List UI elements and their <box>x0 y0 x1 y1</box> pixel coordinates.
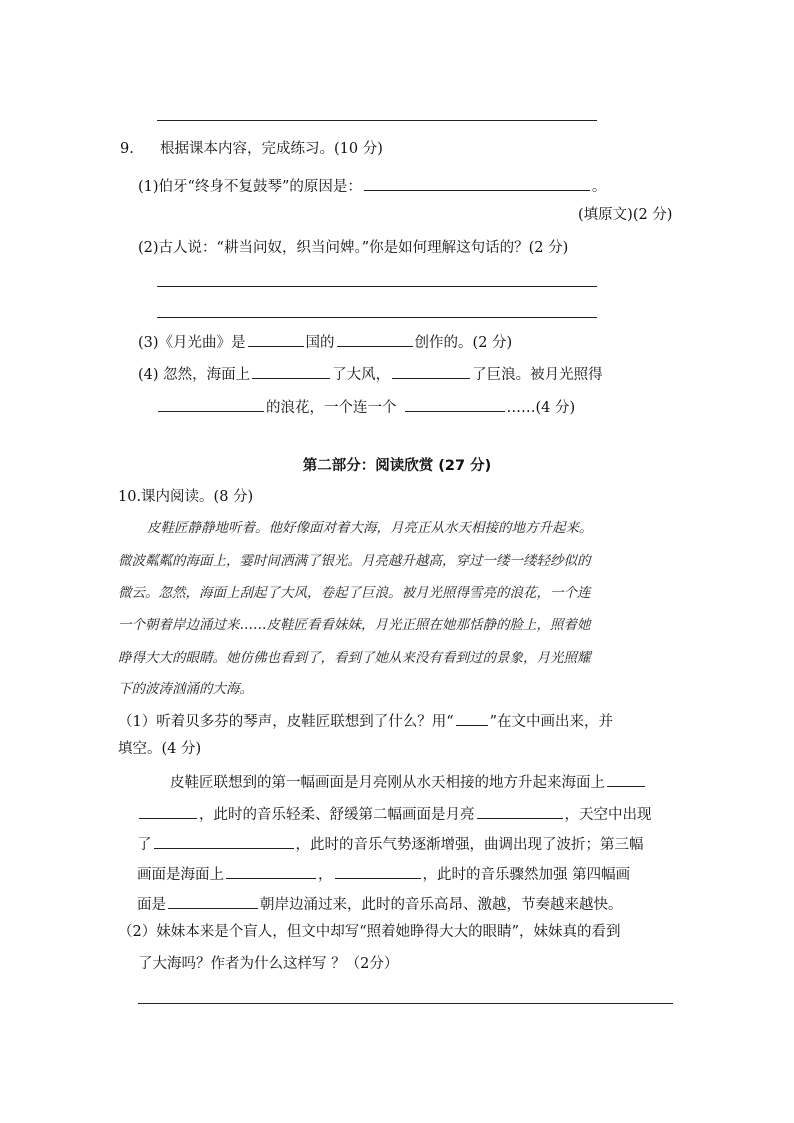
q9-sub4-line1 <box>138 364 603 384</box>
answer-blank[interactable] <box>248 332 304 347</box>
q9-sub3-a: (3)《月光曲》是 <box>138 335 246 351</box>
fill-l1-text: 皮鞋匠联想到的第一幅画面是月亮刚从水天相接的地方升起来海面上 <box>170 775 605 791</box>
fill-line-3 <box>137 834 644 854</box>
fill-l4-b: ， <box>318 867 333 883</box>
fill-l3-a: 了 <box>137 837 152 853</box>
fill-line-5 <box>137 894 623 914</box>
q9-sub4-e: ……(4 分) <box>506 400 576 416</box>
fill-line-1 <box>170 772 647 792</box>
passage-line: 微波粼粼的海面上，霎时间洒满了银光。月亮越升越高，穿过一缕一缕轻纱似的 <box>118 553 591 569</box>
fill-line-2 <box>137 804 652 824</box>
answer-blank[interactable] <box>168 894 258 909</box>
q10-sub2-line2: 了大海吗？作者为什么这样写 ？（2分） <box>138 956 399 972</box>
answer-blank[interactable] <box>392 364 470 379</box>
q9-sub4-d: 的浪花，一个连一个 <box>266 400 397 416</box>
q9-sub3 <box>138 332 512 352</box>
answer-blank[interactable] <box>252 364 330 379</box>
q10-sub1-a: （1）听着贝多芬的琴声，皮鞋匠联想到了什么？用“ <box>118 714 454 730</box>
q9-sub1-prefix: (1)伯牙“终身不复鼓琴”的原因是： <box>138 179 362 195</box>
fill-l4-c: ，此时的音乐骤然加强 第四幅画 <box>422 867 631 883</box>
q9-sub4-c: 了巨浪。被月光照得 <box>472 367 603 383</box>
q9-number: 9. <box>120 141 134 157</box>
answer-blank[interactable] <box>337 332 413 347</box>
fill-l2-a: ，此时的音乐轻柔、舒缓第二幅画面是月亮 <box>199 807 475 823</box>
q9-title: 根据课本内容，完成练习。(10 分) <box>160 141 383 157</box>
q10-sub1-line2: 填空。(4 分) <box>118 741 202 757</box>
answer-blank[interactable] <box>364 176 590 191</box>
q9-sub1-suffix: 。 <box>591 179 607 195</box>
passage-line: 皮鞋匠静静地听着。他好像面对着大海，月亮正从水天相接的地方升起来。 <box>147 520 593 536</box>
fill-l3-b: ，此时的音乐气势逐渐增强，曲调出现了波折；第三幅 <box>295 837 644 853</box>
passage-line: 微云。忽然，海面上刮起了大风，卷起了巨浪。被月光照得雪亮的浪花，一个连 <box>118 585 591 601</box>
answer-blank[interactable] <box>226 864 316 879</box>
answer-blank[interactable] <box>139 804 197 819</box>
passage-line: 睁得大大的眼睛。她仿佛也看到了，看到了她从来没有看到过的景象，月光照耀 <box>118 650 591 666</box>
answer-blank[interactable] <box>335 864 421 879</box>
answer-blank[interactable] <box>158 397 264 412</box>
answer-line[interactable] <box>138 1003 673 1004</box>
q10-title: 10.课内阅读。(8 分) <box>118 489 254 505</box>
answer-blank[interactable] <box>607 772 645 787</box>
q9-sub4-a: (4) 忽然，海面上 <box>138 367 251 383</box>
q10-sub2-line1: （2）妹妹本来是个盲人，但文中却写“照着她睁得大大的眼睛”，妹妹真的看到 <box>118 924 621 940</box>
passage-line: 一个朝着岸边涌过来……皮鞋匠看看妹妹，月光正照在她那恬静的脸上，照着她 <box>118 617 591 633</box>
fill-l5-b: 朝岸边涌过来，此时的音乐高昂、激越，节奏越来越快。 <box>260 897 623 913</box>
q9-sub2: (2)古人说：“耕当问奴，织当问婢。”你是如何理解这句话的？(2 分) <box>138 240 569 256</box>
q10-sub1-b: ”在文中画出来，并 <box>489 714 614 730</box>
q9-sub1 <box>138 176 606 196</box>
fill-l5-a: 面是 <box>137 897 166 913</box>
passage-line: 下的波涛汹涌的大海。 <box>118 681 253 697</box>
q9-sub3-c: 创作的。(2 分) <box>414 335 513 351</box>
fill-l4-a: 画面是海面上 <box>137 867 224 883</box>
answer-blank[interactable] <box>154 834 294 849</box>
answer-blank[interactable] <box>405 397 505 412</box>
part2-heading: 第二部分：阅读欣赏 (27 分) <box>302 458 492 474</box>
answer-line[interactable] <box>157 286 597 287</box>
q9-sub3-b: 国的 <box>305 335 335 351</box>
q10-sub1-line1 <box>118 711 613 731</box>
q9-sub4-line2 <box>156 397 575 417</box>
q9-sub1-note: (填原文)(2 分) <box>578 207 673 223</box>
q9-sub4-b: 了大风， <box>332 367 391 383</box>
fill-l2-b: ，天空中出现 <box>564 807 652 823</box>
underline-sample <box>456 711 488 726</box>
answer-blank[interactable] <box>477 804 563 819</box>
answer-line[interactable] <box>157 317 597 318</box>
answer-line-top[interactable] <box>157 120 597 121</box>
fill-line-4 <box>137 864 630 884</box>
